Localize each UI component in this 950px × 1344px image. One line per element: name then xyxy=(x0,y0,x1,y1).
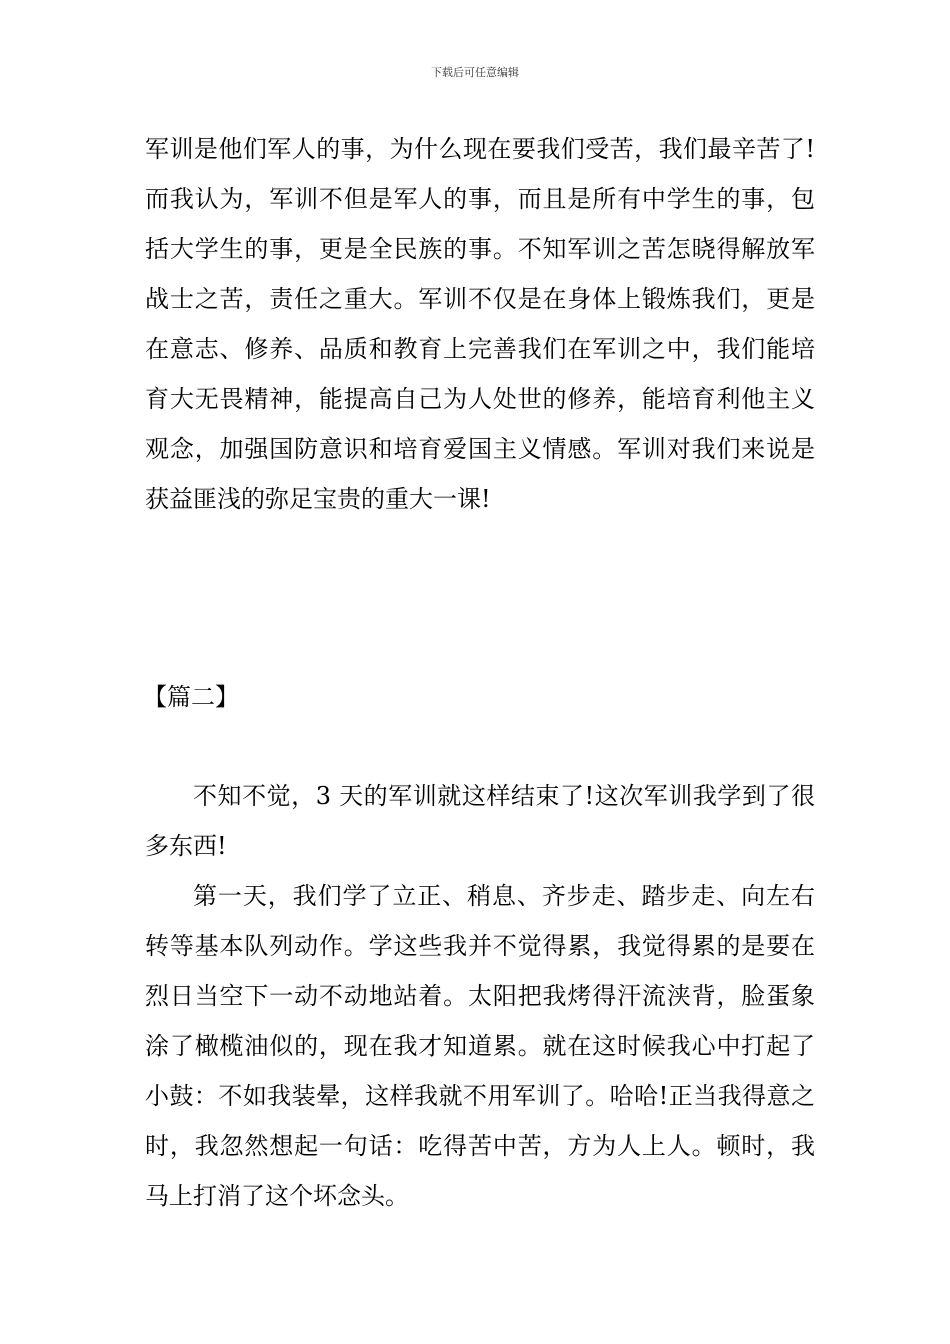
body-paragraph-1: 军训是他们军人的事，为什么现在要我们受苦，我们最辛苦了!而我认为，军训不但是军人的事，而且是所有中学生的事，包括大学生的事，更是全民族的事。不知军训之苦怎晓得解放军战士之苦，责任之重大。军训不仅是在身体上锻炼我们，更是在意志、修养、品质和教育上完善我们在军训之中，我们能培育大无畏精神，能提高自己为人处世的修养，能培育利他主义观念，加强国防意识和培育爱国主义情感。军训对我们来说是获益匪浅的弥足宝贵的重大一课! xyxy=(145,135,815,513)
body-paragraph-3: 第一天，我们学了立正、稍息、齐步走、踏步走、向左右转等基本队列动作。学这些我并不觉得累，我觉得累的是要在烈日当空下一动不动地站着。太阳把我烤得汗流浃背，脸蛋象涂了橄榄油似的，现在我才知道累。就在这时候我心中打起了小鼓：不如我装晕，这样我就不用军训了。哈哈!正当我得意之时，我忽然想起一句话：吃得苦中苦，方为人上人。顿时，我马上打消了这个坏念头。 xyxy=(145,882,815,1210)
page-header-note: 下载后可任意编辑 xyxy=(431,66,519,79)
section-heading: 【篇二】 xyxy=(143,683,239,711)
body-paragraph-2: 不知不觉，3 天的军训就这样结束了!这次军训我学到了很多东西! xyxy=(145,782,815,860)
